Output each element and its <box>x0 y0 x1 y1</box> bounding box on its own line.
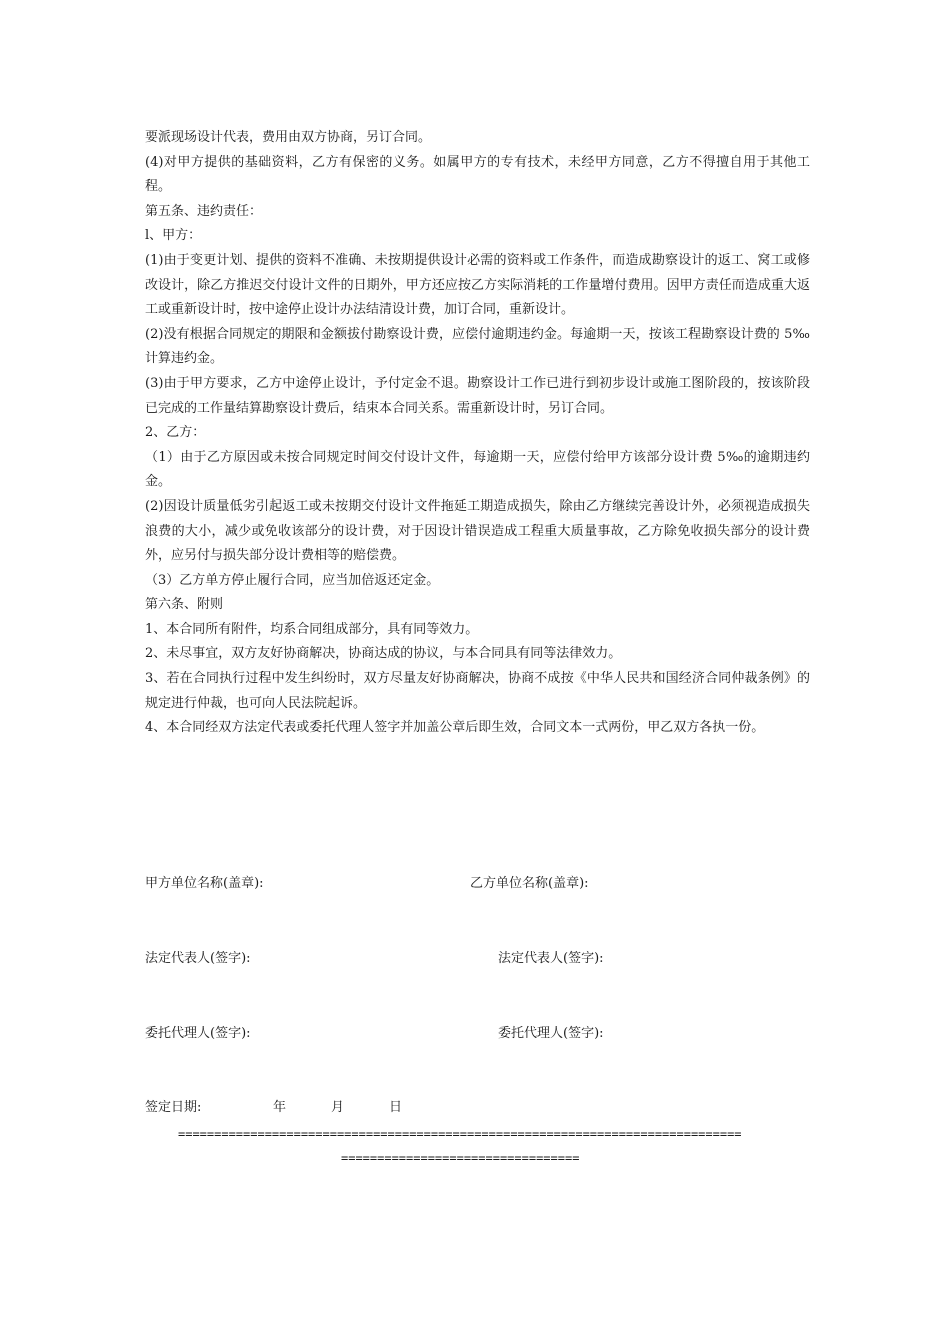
paragraph-appendix-1: 1、本合同所有附件，均系合同组成部分，具有同等效力。 <box>145 621 479 637</box>
signing-date-label: 签定日期: <box>145 1100 202 1115</box>
paragraph-appendix-3: 3、若在合同执行过程中发生纠纷时，双方尽量友好协商解决，协商不成按《中华人民共和国经济合同仲裁条例》的规定进行仲裁，也可向人民法院起诉。 <box>145 671 810 711</box>
separator-line-2: ================================= <box>341 1151 580 1165</box>
paragraph-party-a-3: (3)由于甲方要求，乙方中途停止设计，予付定金不退。勘察设计工作已进行到初步设计或施工图阶段的，按该阶段已完成的工作量结算勘察设计费后，结束本合同关系。需重新设计时，另订合同。 <box>145 375 810 416</box>
party-a-agent-label: 委托代理人(签字): <box>145 1026 251 1041</box>
paragraph-party-b-2: (2)因设计质量低劣引起返工或未按期交付设计文件拖延工期造成损失，除由乙方继续完善设计外，必须视造成损失浪费的大小，减少或免收该部分的设计费，对于因设计错误造成工程重大质量事故，乙方除免收损失部分的设计费外，应另付与损失部分设计费相等的赔偿费。 <box>145 498 810 564</box>
paragraph-confidentiality: (4)对甲方提供的基础资料，乙方有保密的义务。如属甲方的专有技术，未经甲方同意，乙方不得擅自用于其他工程。 <box>145 154 810 195</box>
contract-body <box>145 126 810 741</box>
party-b-rep-label: 法定代表人(签字): <box>498 951 604 966</box>
party-a-rep-label: 法定代表人(签字): <box>145 951 251 966</box>
separator-line-1: ============================================================================== <box>178 1127 742 1141</box>
paragraph-appendix-4: 4、本合同经双方法定代表或委托代理人签字并加盖公章后即生效，合同文本一式两份，甲乙双方各执一份。 <box>145 720 765 736</box>
subheading-party-a: l、甲方： <box>145 228 202 244</box>
paragraph-party-b-1: （1）由于乙方原因或未按合同规定时间交付设计文件，每逾期一天，应偿付给甲方该部分设计费 5‰的逾期违约金。 <box>145 449 810 490</box>
paragraph-party-a-2: (2)没有根据合同规定的期限和金额拔付勘察设计费，应偿付逾期违约金。每逾期一天，按该工程勘察设计费的 5‰计算违约金。 <box>145 326 810 367</box>
party-b-agent-label: 委托代理人(签字): <box>498 1026 604 1041</box>
paragraph-appendix-2: 2、未尽事宜，双方友好协商解决，协商达成的协议，与本合同具有同等法律效力。 <box>145 646 622 662</box>
heading-article-6: 第六条、附则 <box>145 597 224 613</box>
heading-article-5: 第五条、违约责任： <box>145 203 263 219</box>
paragraph-party-a-1: (1)由于变更计划、提供的资料不准确、未按期提供设计必需的资料或工作条件，而造成勘察设计的返工、窝工或修改设计，除乙方推迟交付设计文件的日期外，甲方还应按乙方实际消耗的工作量增付费用。因甲方责任而造成重大返工或重新设计时，按中途停止设计办法结清设计费，加订合同，重新设计。 <box>145 252 810 318</box>
paragraph-onsite-rep: 要派现场设计代表，费用由双方协商，另订合同。 <box>145 130 432 145</box>
signing-date-month: 月 <box>331 1100 345 1115</box>
signing-date-year: 年 <box>273 1100 287 1115</box>
subheading-party-b: 2、乙方： <box>145 425 206 441</box>
party-a-name-label: 甲方单位名称(盖章): <box>145 876 264 891</box>
party-b-name-label: 乙方单位名称(盖章): <box>470 876 589 891</box>
signing-date-day: 日 <box>389 1100 403 1115</box>
paragraph-party-b-3: （3）乙方单方停止履行合同，应当加倍返还定金。 <box>145 572 440 588</box>
